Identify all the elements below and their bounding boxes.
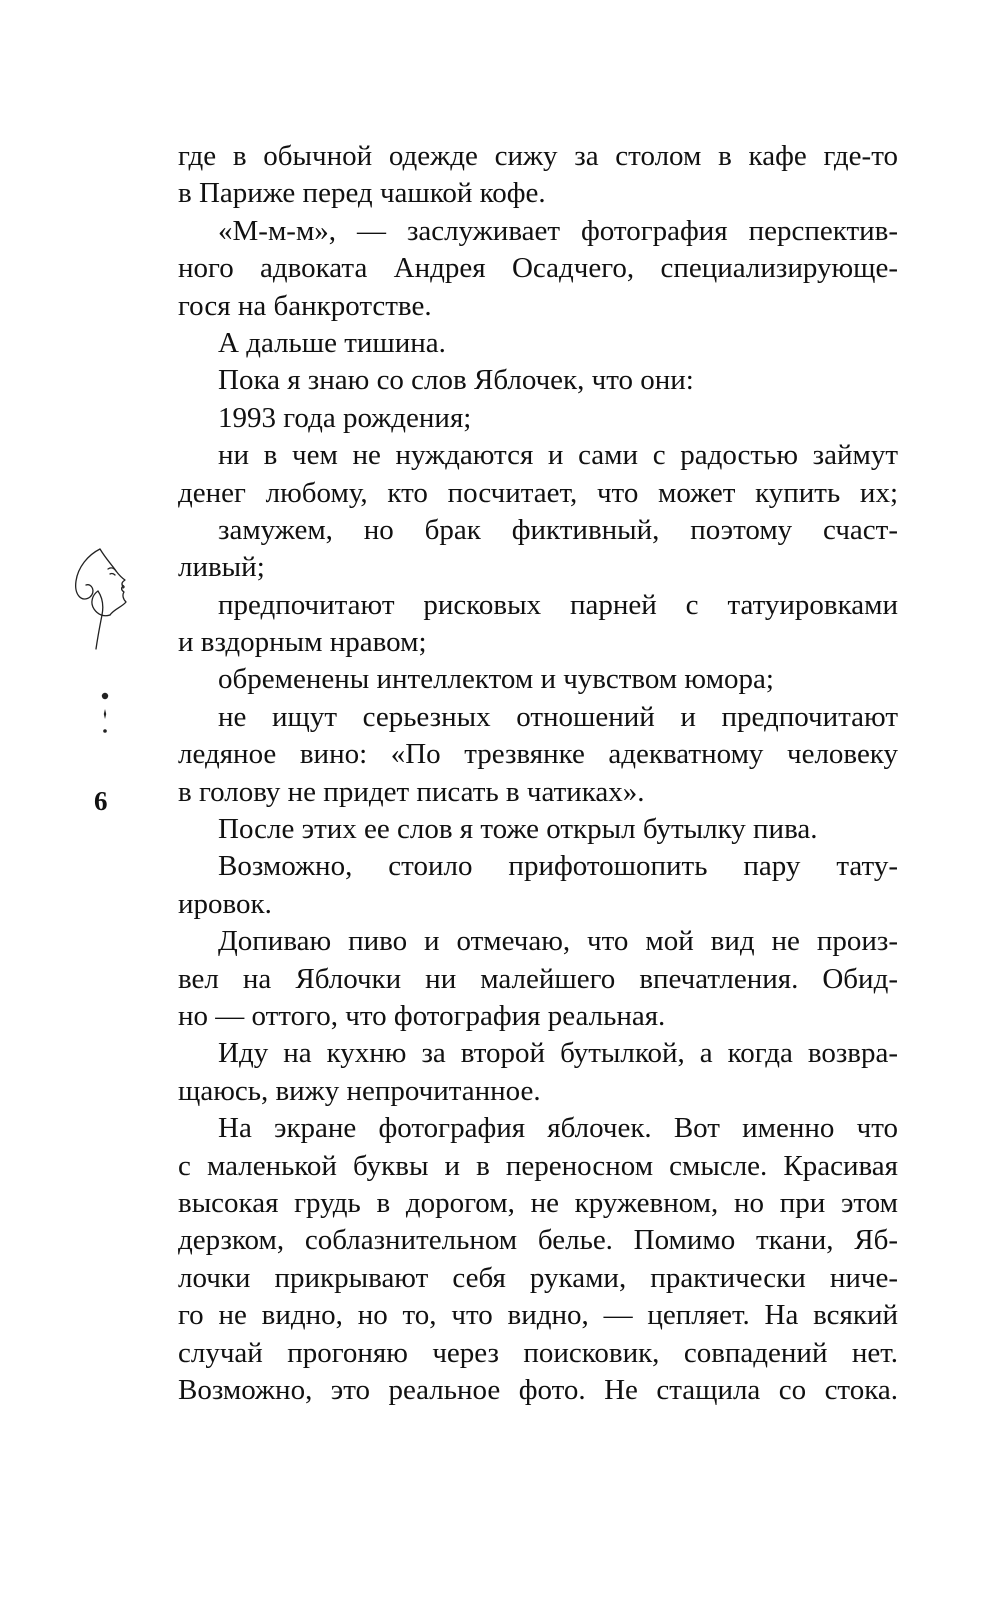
text-line: Возможно, стоило прифотошопить пару тату- <box>218 850 898 883</box>
text-line: ного адвоката Андрея Осадчего, специализирующе- <box>178 252 898 285</box>
body-text <box>178 138 898 1409</box>
text-line: щаюсь, вижу непрочитанное. <box>178 1074 541 1107</box>
text-line: в Париже перед чашкой кофе. <box>178 177 546 210</box>
text-line: ледяное вино: «По трезвянке адекватному человеку <box>178 738 898 771</box>
page-number: 6 <box>94 786 108 816</box>
ornament-dots-icon <box>102 693 108 733</box>
text-line: гося на банкротстве. <box>178 289 432 322</box>
text-line: На экране фотография яблочек. Вот именно что <box>218 1112 898 1145</box>
text-line: ливый; <box>178 551 265 584</box>
text-line: замужем, но брак фиктивный, поэтому счаст- <box>218 513 898 546</box>
text-line: 1993 года рождения; <box>218 401 472 434</box>
text-line: обременены интеллектом и чувством юмора; <box>218 663 774 696</box>
text-line: лочки прикрывают себя руками, практически ниче- <box>178 1261 898 1294</box>
text-line: Иду на кухню за второй бутылкой, а когда возвра- <box>218 1037 898 1070</box>
text-line: После этих ее слов я тоже открыл бутылку пива. <box>218 813 818 846</box>
text-line: ировок. <box>178 887 272 920</box>
text-line: ни в чем не нуждаются и сами с радостью займут <box>218 439 898 472</box>
text-line: Возможно, это реальное фото. Не стащила со стока. <box>178 1373 898 1406</box>
text-line: случай прогоняю через поисковик, совпадений нет. <box>178 1336 898 1369</box>
text-line: вел на Яблочки ни малейшего впечатления. Обид- <box>178 962 898 995</box>
text-line: го не видно, но то, что видно, — цепляет. На всякий <box>178 1299 898 1332</box>
text-line: Пока я знаю со слов Яблочек, что они: <box>218 364 694 397</box>
text-line: А дальше тишина. <box>218 326 446 359</box>
face-profile-ornament-icon <box>70 545 150 755</box>
text-line: дерзком, соблазнительном белье. Помимо ткани, Яб- <box>178 1224 898 1257</box>
text-line: с маленькой буквы и в переносном смысле. Красивая <box>178 1149 898 1182</box>
text-line: в голову не придет писать в чатиках». <box>178 775 645 808</box>
text-line: Допиваю пиво и отмечаю, что мой вид не произ- <box>218 925 898 958</box>
text-line: но — оттого, что фотография реальная. <box>178 999 666 1032</box>
text-line: и вздорным нравом; <box>178 626 427 659</box>
text-line: «М-м-м», — заслуживает фотография перспектив- <box>218 214 898 247</box>
text-line: денег любому, кто посчитает, что может купить их; <box>178 476 898 509</box>
text-line: не ищут серьезных отношений и предпочитают <box>218 700 898 733</box>
text-line: предпочитают рисковых парней с татуировками <box>218 588 898 621</box>
text-line: высокая грудь в дорогом, не кружевном, но при этом <box>178 1186 898 1219</box>
text-line: где в обычной одежде сижу за столом в кафе где-то <box>178 140 898 172</box>
